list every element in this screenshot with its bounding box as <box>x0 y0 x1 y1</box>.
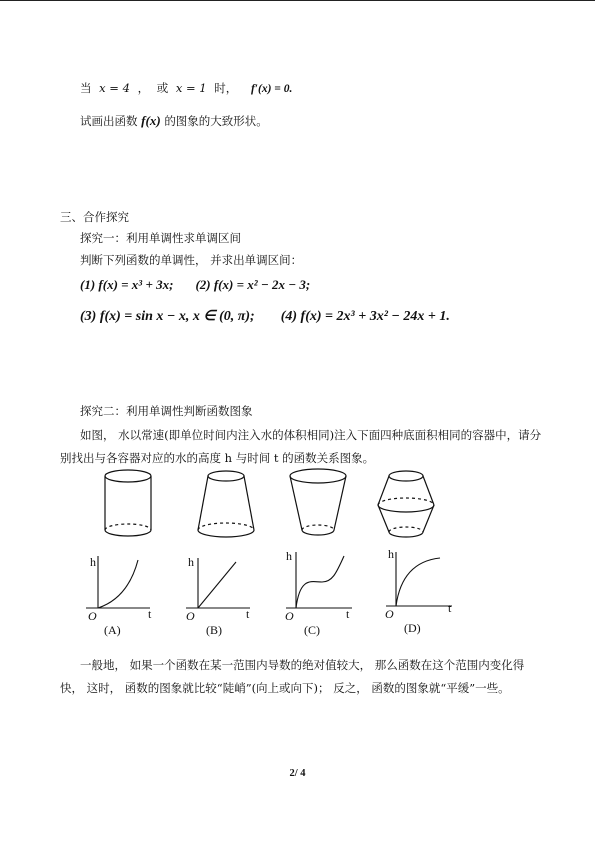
function-2: (2) f(x) = x² − 2x − 3; <box>195 277 311 292</box>
cond-x4: x = 4 <box>99 81 130 95</box>
function-row-2 <box>80 310 450 324</box>
function-1: (1) f(x) = x³ + 3x; <box>80 277 174 292</box>
graph-d-t-label: t <box>448 601 452 615</box>
graph-c-h-label: h <box>286 549 292 563</box>
graph-d-h-label: h <box>388 547 394 561</box>
graph-a-t-label: t <box>148 607 152 621</box>
graph-c-origin: O <box>285 609 294 623</box>
cond-when: 当 <box>80 81 92 95</box>
container-narrow-top <box>198 471 254 537</box>
graph-a-origin: O <box>88 609 97 623</box>
graphs-figure <box>0 546 595 642</box>
derivative-zero: f′(x) = 0. <box>250 83 293 95</box>
cond-comma: ， <box>137 81 150 95</box>
graph-b-t-label: t <box>246 607 250 621</box>
container-double-frustum <box>378 471 434 537</box>
graph-b-origin: O <box>186 609 195 623</box>
containers-figure <box>0 460 595 550</box>
cond-time: 时， <box>214 81 238 95</box>
top-rule <box>0 0 595 1</box>
page-number: 2/ 4 <box>289 768 306 779</box>
section-title: 三、合作探究 <box>60 210 129 224</box>
condition-line <box>80 83 296 96</box>
graph-b <box>186 558 250 608</box>
function-4: (4) f(x) = 2x³ + 3x² − 24x + 1. <box>280 309 450 324</box>
task-line <box>80 114 268 128</box>
graph-c-curve <box>296 556 344 608</box>
inquiry1-title: 探究一：利用单调性求单调区间 <box>80 231 241 245</box>
graph-d-curve <box>396 558 440 606</box>
function-row-1 <box>80 278 310 291</box>
graph-c-label: (C) <box>304 623 320 637</box>
task-prefix: 试画出函数 <box>80 114 138 128</box>
graph-a-curve <box>98 560 138 608</box>
graph-d-label: (D) <box>404 621 421 635</box>
graph-a-h-label: h <box>90 555 96 569</box>
graph-c <box>286 552 352 608</box>
container-wide-top <box>290 469 346 535</box>
inquiry2-text: 如图， 水以常速(即单位时间内注入水的体积相同)注入下面四种底面积相同的容器中，请分别找出与各容器对应的水的高度 h 与时间 t 的函数关系图象。 <box>60 428 542 465</box>
graph-d-origin: O <box>385 607 394 621</box>
graph-b-h-label: h <box>188 555 194 569</box>
graph-b-line <box>198 562 236 608</box>
graph-a-label: (A) <box>104 623 121 637</box>
task-function: f(x) <box>141 113 161 128</box>
container-cylinder <box>105 470 151 536</box>
inquiry1-prompt: 判断下列函数的单调性， 并求出单调区间： <box>80 253 303 267</box>
function-3: (3) f(x) = sin x − x, x ∈ (0, π); <box>80 309 255 324</box>
graph-b-label: (B) <box>206 623 222 637</box>
conclusion-paragraph: 一般地， 如果一个函数在某一范围内导数的绝对值较大， 那么函数在这个范围内变化得快， 这时， 函数的图象就比较“陡峭”(向上或向下)； 反之， 函数的图象就“平缓”一些。 <box>60 658 525 695</box>
graph-d <box>386 552 452 606</box>
graph-c-t-label: t <box>346 607 350 621</box>
cond-x1: x = 1 <box>175 81 207 95</box>
cond-or: 或 <box>156 81 169 95</box>
task-suffix: 的图象的大致形状。 <box>164 114 268 128</box>
inquiry2-title: 探究二：利用单调性判断函数图象 <box>80 404 253 418</box>
